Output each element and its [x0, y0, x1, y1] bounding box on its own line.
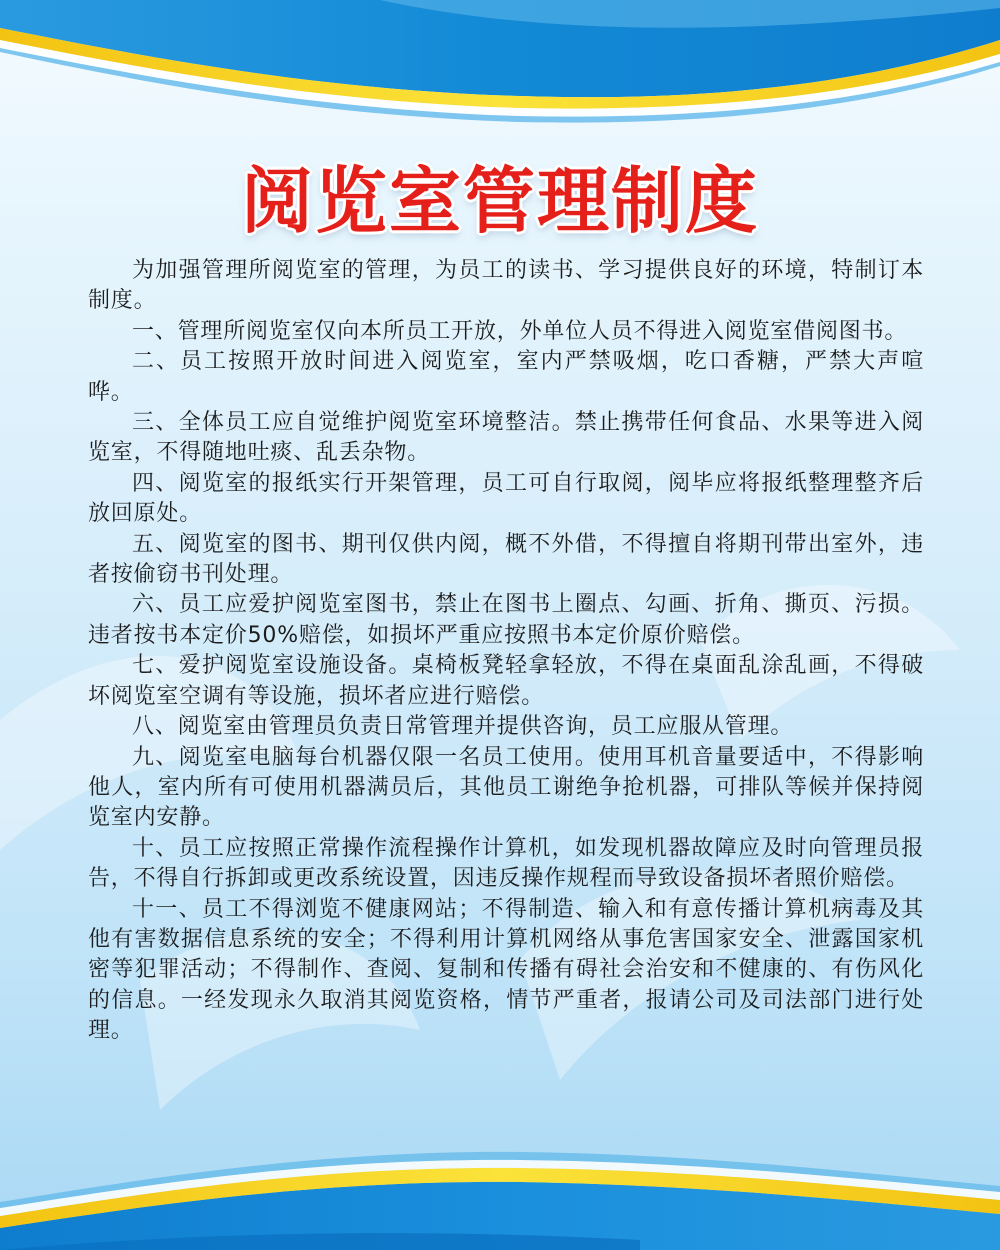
intro-paragraph: 为加强管理所阅览室的管理，为员工的读书、学习提供良好的环境，特制订本制度。	[88, 258, 924, 314]
rule-5: 五、阅览室的图书、期刊仅供内阅，概不外借，不得擅自将期刊带出室外，违者按偷窃书刊处理。	[88, 531, 924, 588]
regulation-body	[88, 256, 924, 1047]
rule-1: 一、管理所阅览室仅向本所员工开放，外单位人员不得进入阅览室借阅图书。	[132, 318, 908, 344]
rule-6: 六、员工应爱护阅览室图书，禁止在图书上圈点、勾画、折角、撕页、污损。违者按书本定价50%赔偿，如损坏严重应按照书本定价原价赔偿。	[88, 592, 924, 648]
rule-7: 七、爱护阅览室设施设备。桌椅板凳轻拿轻放，不得在桌面乱涂乱画，不得破坏阅览室空调有等设施，损坏者应进行赔偿。	[88, 653, 924, 709]
rule-11: 十一、员工不得浏览不健康网站；不得制造、输入和有意传播计算机病毒及其他有害数据信息系统的安全；不得利用计算机网络从事危害国家安全、泄露国家机密等犯罪活动；不得制作、查阅、复制和传播有碍社会治安和不健康的、有伤风化的信息。一经发现永久取消其阅览资格，情节严重者，报请公司及司法部门进行处理。	[88, 896, 924, 1044]
rule-10: 十、员工应按照正常操作流程操作计算机，如发现机器故障应及时向管理员报告，不得自行拆卸或更改系统设置，因违反操作规程而导致设备损坏者照价赔偿。	[88, 835, 924, 892]
rule-8: 八、阅览室由管理员负责日常管理并提供咨询，员工应服从管理。	[132, 714, 794, 740]
rule-2: 二、员工按照开放时间进入阅览室，室内严禁吸烟，吃口香糖，严禁大声喧哗。	[88, 349, 924, 405]
rule-4: 四、阅览室的报纸实行开架管理，员工可自行取阅，阅毕应将报纸整理整齐后放回原处。	[88, 470, 924, 527]
page-title: 阅览室管理制度	[240, 159, 759, 243]
rule-9: 九、阅览室电脑每台机器仅限一名员工使用。使用耳机音量要适中，不得影响他人，室内所有可使用机器满员后，其他员工谢绝争抢机器，可排队等候并保持阅览室内安静。	[88, 744, 924, 831]
rule-3: 三、全体员工应自觉维护阅览室环境整洁。禁止携带任何食品、水果等进入阅览室，不得随地吐痰、乱丢杂物。	[88, 410, 924, 466]
